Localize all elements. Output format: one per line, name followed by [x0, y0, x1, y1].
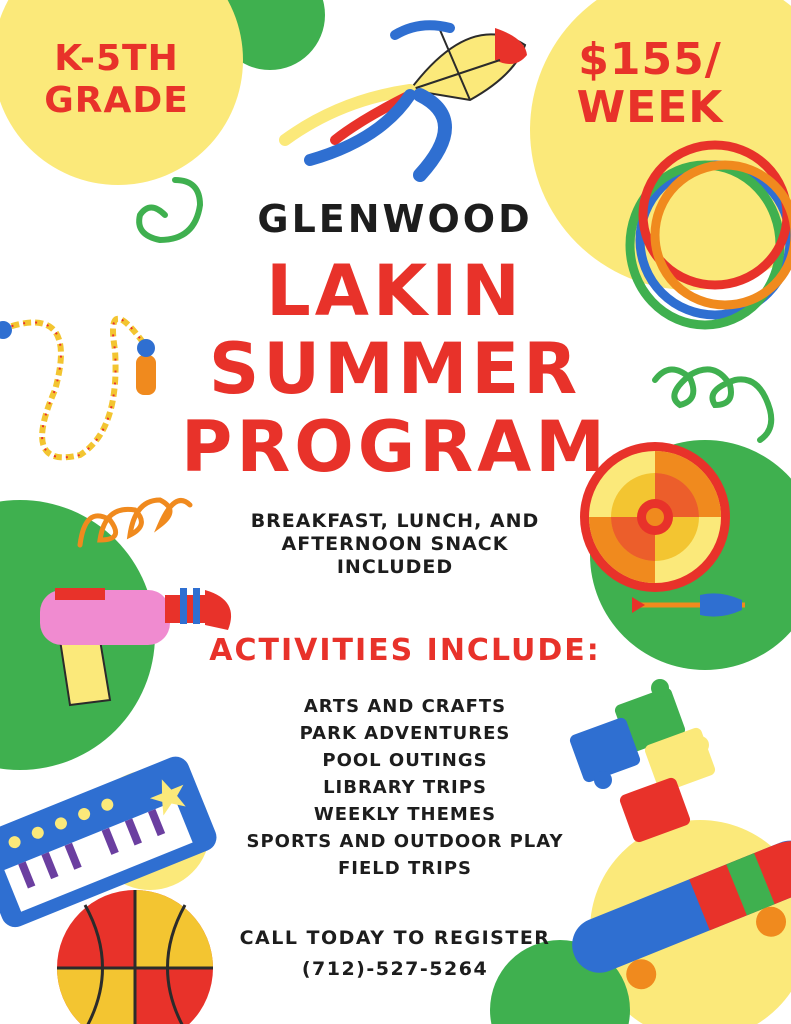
- grade-line-1: K-5TH: [54, 38, 179, 79]
- activity-item: FIELD TRIPS: [338, 858, 472, 879]
- kite-icon: [285, 25, 527, 175]
- meals-line-1: BREAKFAST, LUNCH, AND: [250, 510, 540, 532]
- meals-line-3: INCLUDED: [336, 555, 454, 578]
- activities-list: [225, 693, 585, 882]
- meals-info: [220, 510, 570, 578]
- puzzle-icon: [568, 679, 716, 844]
- price-line-2: WEEK: [576, 81, 724, 133]
- school-name: GLENWOOD: [257, 197, 533, 241]
- meals-line-2: AFTERNOON SNACK: [281, 532, 509, 555]
- activity-item: LIBRARY TRIPS: [323, 777, 487, 798]
- jump-rope-icon: [0, 319, 156, 458]
- title-line-1: LAKIN: [266, 250, 524, 332]
- title-line-3: PROGRAM: [181, 406, 609, 488]
- basketball-icon: [57, 890, 213, 1024]
- price-badge: [565, 36, 735, 131]
- grade-line-2: GRADE: [44, 80, 189, 122]
- activity-item: WEEKLY THEMES: [313, 804, 497, 825]
- activities-heading: ACTIVITIES INCLUDE:: [209, 633, 601, 668]
- activity-item: PARK ADVENTURES: [299, 723, 511, 744]
- activity-item: SPORTS AND OUTDOOR PLAY: [246, 831, 564, 852]
- register-call-to-action: CALL TODAY TO REGISTER: [239, 927, 551, 949]
- grade-range-badge: [24, 38, 209, 123]
- activity-item: POOL OUTINGS: [322, 750, 488, 771]
- activity-item: ARTS AND CRAFTS: [303, 696, 507, 717]
- phone-number[interactable]: (712)-527-5264: [301, 958, 489, 980]
- price-line-1: $155/: [578, 34, 722, 85]
- title-line-2: SUMMER: [208, 328, 582, 410]
